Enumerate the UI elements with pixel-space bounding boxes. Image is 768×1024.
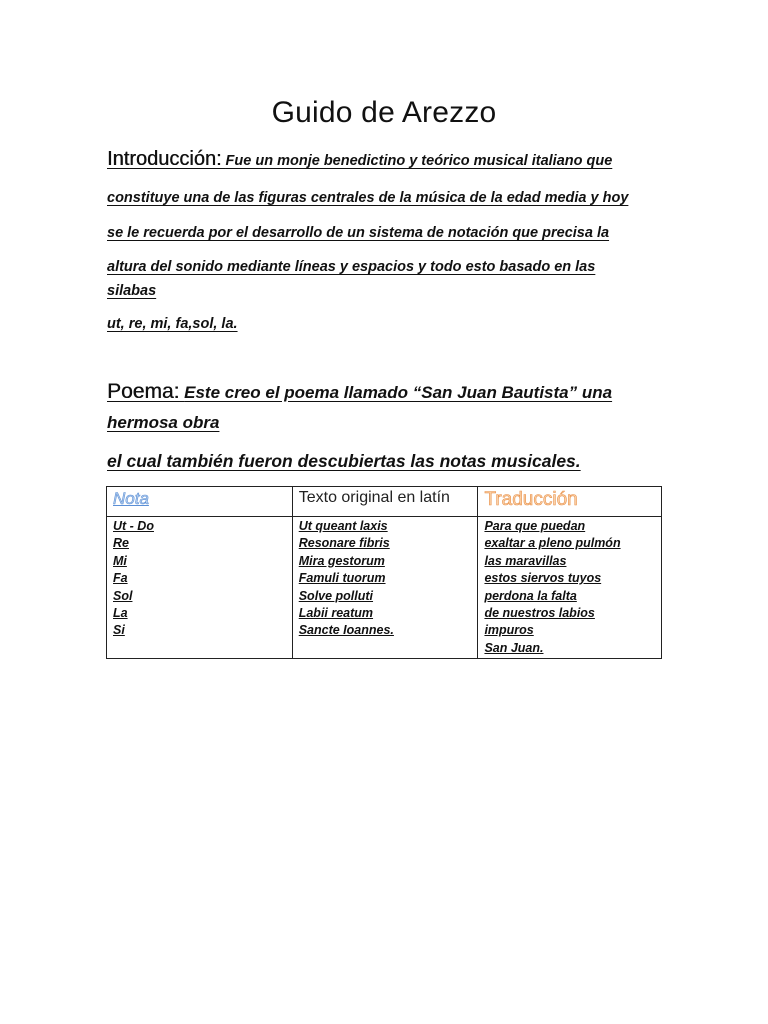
translation-item: San Juan. [484,640,544,655]
translation-item: impuros [484,623,534,638]
poem-text: Este creo el poema llamado “San Juan Bautista” una [184,383,613,402]
header-latin [292,487,478,517]
latin-item: Resonare fibris [298,536,390,551]
note-item: Ut - Do [113,519,154,533]
header-latin-text: Texto original en latín [298,489,450,506]
latin-item: Mira gestorum [298,553,385,568]
intro-line-4: altura del sonido mediante líneas y espacios y todo esto basado en las [107,259,596,275]
translation-item: perdona la falta [484,588,577,603]
intro-line-3: se le recuerda por el desarrollo de un sistema de notación que precisa la [107,225,610,241]
intro-line-2: constituye una de las figuras centrales de la música de la edad media y hoy [107,190,629,206]
translation-cell [478,517,662,659]
translation-item: estos siervos tuyos [484,571,602,586]
notes-table [106,486,662,659]
poem-line-3: el cual también fueron descubiertas las notas musicales. [107,451,581,471]
translation-item: las maravillas [484,553,567,568]
latin-cell [292,517,478,659]
intro-line-1 [107,148,612,171]
note-item: La [113,606,128,621]
translation-item: exaltar a pleno pulmón [484,536,621,551]
header-traduccion-text: Traducción [484,489,578,510]
intro-text: Fue un monje benedictino y teórico musical italiano que [225,153,613,169]
poem-line-2: hermosa obra [107,413,220,432]
poem-line-1 [107,380,612,404]
page-title: Guido de Arezzo [271,96,497,129]
translation-item: de nuestros labios [484,606,595,621]
translation-item: Para que puedan [484,519,586,533]
intro-line-5: silabas [107,283,157,299]
latin-item: Sancte Ioannes. [298,623,394,638]
note-item: Re [113,536,129,551]
latin-item: Solve polluti [298,588,374,603]
latin-item: Ut queant laxis [298,519,388,533]
note-item: Mi [113,553,127,568]
note-item: Si [113,623,125,638]
table-row [107,517,662,659]
notes-cell [107,517,293,659]
table-header-row [107,487,662,517]
intro-line-6: ut, re, mi, fa,sol, la. [107,316,238,332]
latin-item: Labii reatum [298,606,374,621]
header-traduccion [478,487,662,517]
note-item: Fa [113,571,128,586]
note-item: Sol [113,588,133,603]
latin-item: Famuli tuorum [298,571,386,586]
header-nota-text: Nota [113,489,149,508]
header-nota [107,487,293,517]
poem-heading: Poema: [107,380,180,403]
intro-heading: Introducción: [107,148,222,170]
